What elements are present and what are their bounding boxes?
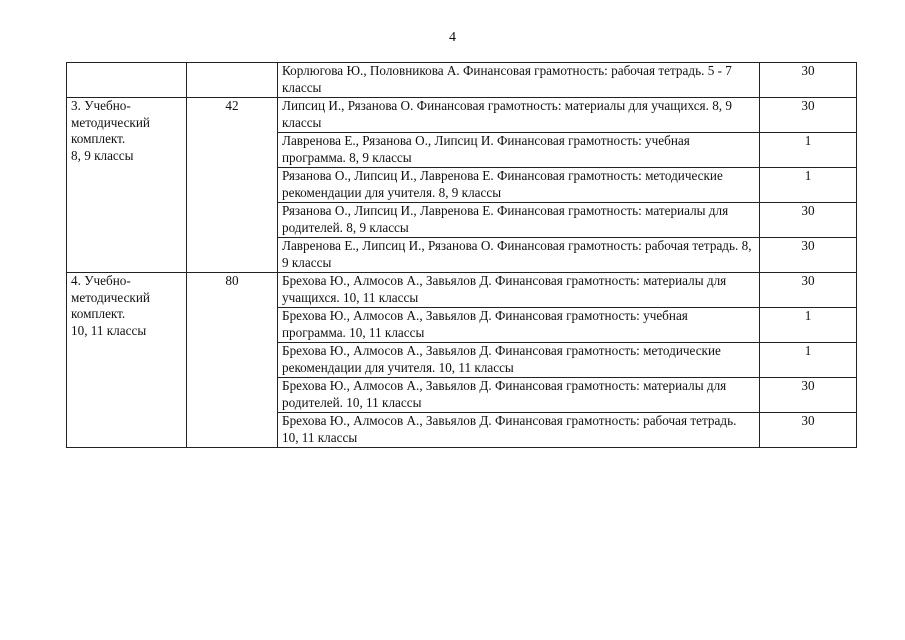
kit-total-cell: 42 xyxy=(187,98,278,273)
item-quantity: 1 xyxy=(760,168,857,203)
table-row xyxy=(67,273,857,308)
item-quantity: 1 xyxy=(760,133,857,168)
item-description: Корлюгова Ю., Половникова А. Финансовая грамотность: рабочая тетрадь. 5 - 7 классы xyxy=(278,63,760,98)
item-quantity: 30 xyxy=(760,63,857,98)
item-description: Лавренова Е., Рязанова О., Липсиц И. Финансовая грамотность: учебная программа. 8, 9 классы xyxy=(278,133,760,168)
item-quantity: 30 xyxy=(760,413,857,448)
item-quantity: 30 xyxy=(760,203,857,238)
kit-table xyxy=(66,62,857,448)
item-description: Лавренова Е., Липсиц И., Рязанова О. Финансовая грамотность: рабочая тетрадь. 8, 9 классы xyxy=(278,238,760,273)
item-quantity: 1 xyxy=(760,308,857,343)
item-description: Брехова Ю., Алмосов А., Завьялов Д. Финансовая грамотность: материалы для родителей. 10, 11 классы xyxy=(278,378,760,413)
item-quantity: 30 xyxy=(760,98,857,133)
table-row xyxy=(67,98,857,133)
page-number: 4 xyxy=(449,30,456,45)
item-description: Брехова Ю., Алмосов А., Завьялов Д. Финансовая грамотность: учебная программа. 10, 11 классы xyxy=(278,308,760,343)
item-quantity: 30 xyxy=(760,238,857,273)
kit-total-cell: 80 xyxy=(187,273,278,448)
kit-title-cell: 3. Учебно- методический комплект. 8, 9 классы xyxy=(67,98,187,273)
item-description: Липсиц И., Рязанова О. Финансовая грамотность: материалы для учащихся. 8, 9 классы xyxy=(278,98,760,133)
item-description: Брехова Ю., Алмосов А., Завьялов Д. Финансовая грамотность: методические рекомендации для учителя. 10, 11 классы xyxy=(278,343,760,378)
item-description: Рязанова О., Липсиц И., Лавренова Е. Финансовая грамотность: методические рекомендации для учителя. 8, 9 классы xyxy=(278,168,760,203)
kit-title-cell xyxy=(67,63,187,98)
item-quantity: 30 xyxy=(760,273,857,308)
item-quantity: 1 xyxy=(760,343,857,378)
item-quantity: 30 xyxy=(760,378,857,413)
item-description: Брехова Ю., Алмосов А., Завьялов Д. Финансовая грамотность: материалы для учащихся. 10, 11 классы xyxy=(278,273,760,308)
table-row xyxy=(67,63,857,98)
kit-title-cell: 4. Учебно- методический комплект. 10, 11 классы xyxy=(67,273,187,448)
kit-total-cell xyxy=(187,63,278,98)
item-description: Брехова Ю., Алмосов А., Завьялов Д. Финансовая грамотность: рабочая тетрадь. 10, 11 классы xyxy=(278,413,760,448)
item-description: Рязанова О., Липсиц И., Лавренова Е. Финансовая грамотность: материалы для родителей. 8, 9 классы xyxy=(278,203,760,238)
